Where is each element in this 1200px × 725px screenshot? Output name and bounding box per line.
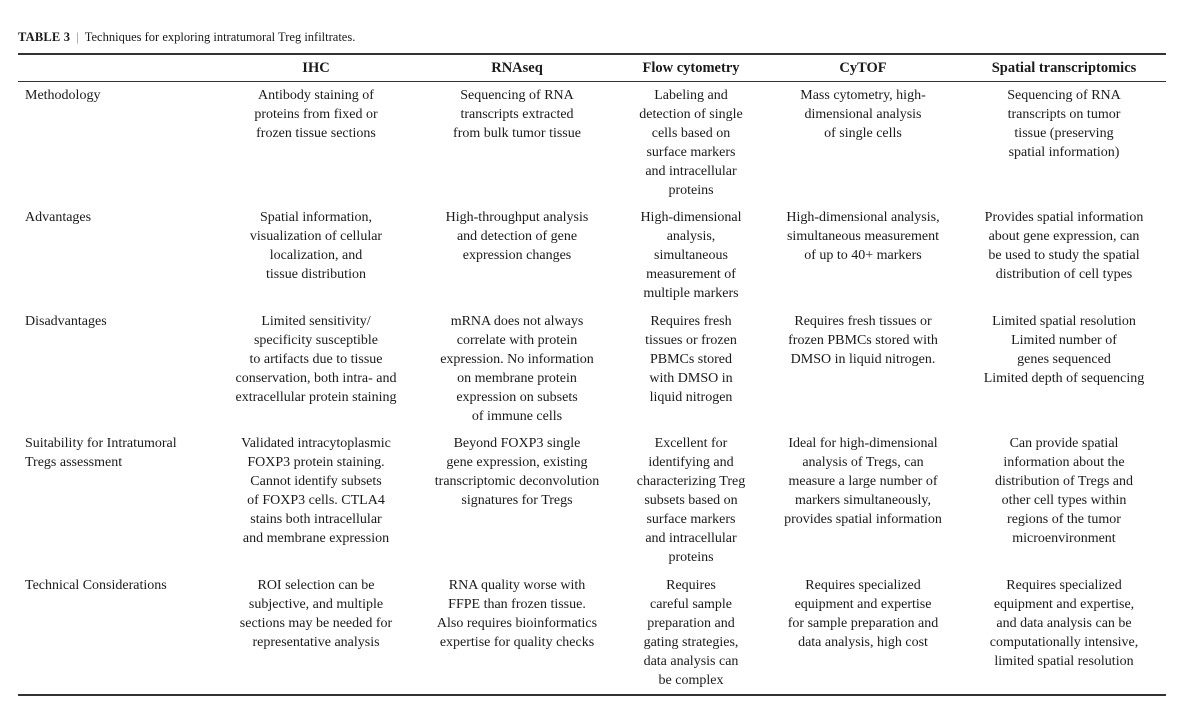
cell-text-line: Suitability for Intratumoral (25, 436, 177, 451)
cell-text-line: Beyond FOXP3 single (453, 436, 581, 451)
cell-text-line: conservation, both intra- and (235, 371, 397, 386)
cell-text-line: about gene expression, can (988, 229, 1140, 244)
cell-text-line: Mass cytometry, high- (800, 88, 926, 103)
cell-text-line: be used to study the spatial (988, 248, 1140, 263)
cell-text-line: High-dimensional analysis, (786, 210, 940, 225)
table-cell (220, 208, 412, 284)
row-label (25, 312, 107, 331)
table-cell (622, 312, 760, 407)
cell-text-line: liquid nitrogen (649, 390, 733, 405)
table-cell (766, 312, 960, 369)
table-cell (422, 312, 612, 426)
cell-text-line: analysis, (666, 229, 716, 244)
cell-text-line: Advantages (25, 210, 92, 225)
cell-text-line: of FOXP3 cells. CTLA4 (247, 493, 385, 508)
cell-text-line: DMSO in liquid nitrogen. (790, 352, 936, 367)
table-cell (422, 434, 612, 510)
cell-text-line: Methodology (25, 88, 101, 103)
cell-text-line: dimensional analysis (804, 107, 922, 122)
table-cell (964, 86, 1164, 162)
table-cell (622, 86, 760, 200)
cell-text-line: other cell types within (1001, 493, 1127, 508)
cell-text-line: expression on subsets (456, 390, 578, 405)
cell-text-line: gene expression, existing (446, 455, 588, 470)
table-cell (766, 208, 960, 265)
table-cell (766, 86, 960, 143)
cell-text-line: PBMCs stored (649, 352, 733, 367)
cell-text-line: and membrane expression (242, 531, 390, 546)
cell-text-line: expertise for quality checks (439, 635, 595, 650)
cell-text-line: Tregs assessment (25, 455, 123, 470)
cell-text-line: Validated intracytoplasmic (241, 436, 391, 451)
cell-text-line: expression changes (462, 248, 572, 263)
cell-text-line: FFPE than frozen tissue. (448, 597, 586, 612)
cell-text-line: characterizing Treg (636, 474, 746, 489)
cell-text-line: Requires specialized (805, 578, 921, 593)
cell-text-line: FOXP3 protein staining. (247, 455, 385, 470)
cell-text-line: of up to 40+ markers (804, 248, 922, 263)
cell-text-line: preparation and (647, 616, 735, 631)
cell-text-line: Ideal for high-dimensional (788, 436, 938, 451)
cell-text-line: transcripts extracted (460, 107, 574, 122)
cell-text-line: Requires specialized (1006, 578, 1122, 593)
cell-text-line: and intracellular (645, 164, 737, 179)
cell-text-line: Requires fresh (650, 314, 732, 329)
cell-text-line: with DMSO in (649, 371, 733, 386)
cell-text-line: proteins (668, 550, 714, 565)
cell-text-line: High-dimensional (640, 210, 742, 225)
cell-text-line: Can provide spatial (1009, 436, 1119, 451)
cell-text-line: gating strategies, (643, 635, 739, 650)
cell-text-line: mRNA does not always (450, 314, 584, 329)
column-header-rnaseq: RNAseq (491, 60, 543, 76)
cell-text-line: tissue (preserving (1014, 126, 1114, 141)
cell-text-line: surface markers (646, 145, 736, 160)
cell-text-line: Excellent for (654, 436, 728, 451)
cell-text-line: measure a large number of (788, 474, 938, 489)
cell-text-line: simultaneous (654, 248, 728, 263)
cell-text-line: representative analysis (252, 635, 380, 650)
cell-text-line: cells based on (651, 126, 731, 141)
cell-text-line: specificity susceptible (253, 333, 379, 348)
cell-text-line: proteins from fixed or (254, 107, 378, 122)
cell-text-line: transcriptomic deconvolution (434, 474, 600, 489)
column-header-spatial-transcriptomics: Spatial transcriptomics (991, 60, 1137, 76)
cell-text-line: regions of the tumor (1007, 512, 1121, 527)
cell-text-line: Sequencing of RNA (1007, 88, 1121, 103)
cell-text-line: correlate with protein (456, 333, 578, 348)
cell-text-line: equipment and expertise (794, 597, 932, 612)
cell-text-line: surface markers (646, 512, 736, 527)
cell-text-line: Cannot identify subsets (250, 474, 382, 489)
cell-text-line: on membrane protein (457, 371, 577, 386)
cell-text-line: distribution of cell types (995, 267, 1133, 282)
table-cell (964, 312, 1164, 388)
cell-text-line: detection of single (639, 107, 743, 122)
cell-text-line: careful sample (649, 597, 732, 612)
cell-text-line: be complex (658, 673, 724, 688)
cell-text-line: data analysis can (643, 654, 739, 669)
cell-text-line: identifying and (648, 455, 734, 470)
cell-text-line: tissues or frozen (645, 333, 737, 348)
table-cell (422, 576, 612, 652)
cell-text-line: provides spatial information (784, 512, 942, 527)
cell-text-line: Antibody staining of (258, 88, 374, 103)
cell-text-line: and detection of gene (456, 229, 578, 244)
cell-text-line: spatial information) (1008, 145, 1120, 160)
cell-text-line: Spatial information, (260, 210, 372, 225)
table-title: Techniques for exploring intratumoral Treg infiltrates. (84, 30, 356, 44)
cell-text-line: stains both intracellular (250, 512, 382, 527)
cell-text-line: multiple markers (643, 286, 739, 301)
cell-text-line: visualization of cellular (249, 229, 383, 244)
cell-text-line: computationally intensive, (989, 635, 1139, 650)
cell-text-line: microenvironment (1012, 531, 1116, 546)
table-cell (622, 434, 760, 567)
cell-text-line: signatures for Tregs (461, 493, 573, 508)
table-header-rule (18, 81, 1166, 82)
cell-text-line: limited spatial resolution (994, 654, 1134, 669)
cell-text-line: Also requires bioinformatics (436, 616, 598, 631)
table-cell (964, 434, 1164, 548)
cell-text-line: Disadvantages (25, 314, 107, 329)
table-cell (766, 576, 960, 652)
cell-text-line: to artifacts due to tissue (249, 352, 383, 367)
table-caption (18, 30, 355, 44)
cell-text-line: of immune cells (471, 409, 563, 424)
cell-text-line: Limited number of (1011, 333, 1117, 348)
cell-text-line: proteins (668, 183, 714, 198)
cell-text-line: and intracellular (645, 531, 737, 546)
cell-text-line: Sequencing of RNA (460, 88, 574, 103)
cell-text-line: Limited depth of sequencing (983, 371, 1145, 386)
table-cell (220, 312, 412, 407)
cell-text-line: for sample preparation and (787, 616, 939, 631)
cell-text-line: genes sequenced (1017, 352, 1111, 367)
cell-text-line: High-throughput analysis (445, 210, 589, 225)
cell-text-line: from bulk tumor tissue (453, 126, 581, 141)
cell-text-line: extracellular protein staining (235, 390, 397, 405)
table-cell (422, 208, 612, 265)
table-cell (622, 576, 760, 690)
cell-text-line: subjective, and multiple (248, 597, 384, 612)
row-label (25, 208, 91, 227)
table-cell (220, 576, 412, 652)
table-cell (220, 434, 412, 548)
cell-text-line: markers simultaneously, (795, 493, 931, 508)
cell-text-line: Provides spatial information (984, 210, 1144, 225)
cell-text-line: and data analysis can be (996, 616, 1132, 631)
row-label (25, 434, 177, 472)
row-label (25, 86, 100, 105)
table-bottom-rule (18, 694, 1166, 696)
cell-text-line: frozen tissue sections (256, 126, 376, 141)
cell-text-line: Technical Considerations (25, 578, 167, 593)
caption-separator: | (76, 30, 79, 44)
cell-text-line: information about the (1003, 455, 1125, 470)
table-cell (422, 86, 612, 143)
row-label (25, 576, 167, 595)
cell-text-line: tissue distribution (266, 267, 366, 282)
cell-text-line: data analysis, high cost (798, 635, 928, 650)
cell-text-line: localization, and (269, 248, 363, 263)
cell-text-line: distribution of Tregs and (994, 474, 1134, 489)
column-header-cytof: CyTOF (839, 60, 887, 76)
cell-text-line: simultaneous measurement (786, 229, 940, 244)
cell-text-line: subsets based on (644, 493, 738, 508)
cell-text-line: Limited spatial resolution (992, 314, 1136, 329)
table-cell (964, 208, 1164, 284)
cell-text-line: analysis of Tregs, can (802, 455, 924, 470)
table-cell (622, 208, 760, 303)
cell-text-line: equipment and expertise, (993, 597, 1135, 612)
cell-text-line: sections may be needed for (239, 616, 393, 631)
table-cell (766, 434, 960, 529)
table-label: TABLE 3 (18, 30, 71, 44)
column-header-ihc: IHC (302, 60, 330, 76)
cell-text-line: Requires (666, 578, 716, 593)
table-top-rule (18, 53, 1166, 55)
cell-text-line: expression. No information (440, 352, 594, 367)
column-header-flow-cytometry: Flow cytometry (642, 60, 740, 76)
cell-text-line: Labeling and (654, 88, 728, 103)
cell-text-line: RNA quality worse with (448, 578, 586, 593)
cell-text-line: Limited sensitivity/ (261, 314, 371, 329)
cell-text-line: Requires fresh tissues or (794, 314, 932, 329)
cell-text-line: measurement of (646, 267, 736, 282)
table-cell (220, 86, 412, 143)
cell-text-line: frozen PBMCs stored with (788, 333, 938, 348)
table-cell (964, 576, 1164, 671)
cell-text-line: of single cells (824, 126, 902, 141)
cell-text-line: transcripts on tumor (1007, 107, 1121, 122)
cell-text-line: ROI selection can be (257, 578, 375, 593)
